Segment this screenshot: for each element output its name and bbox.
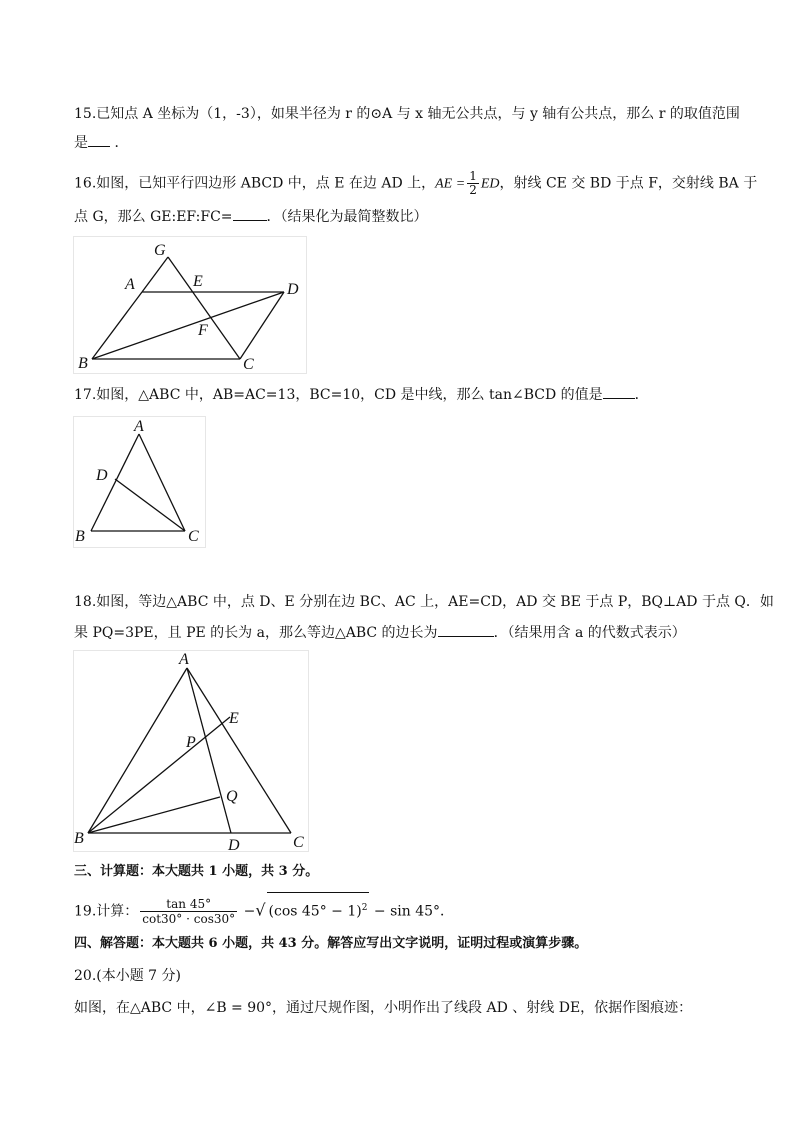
label-d: D bbox=[287, 281, 299, 298]
label-c: C bbox=[243, 356, 254, 373]
q15-line2 bbox=[74, 132, 128, 153]
q19-end: ． bbox=[440, 903, 455, 920]
label-b: B bbox=[74, 830, 84, 847]
q16-text-c: 点 G，那么 GE:EF:FC= bbox=[74, 209, 233, 225]
label-c: C bbox=[188, 528, 199, 545]
q19-prefix: 19.计算： bbox=[74, 903, 139, 920]
q19-sqrt-body bbox=[267, 892, 370, 927]
q15-line1: 15.已知点 A 坐标为（1，-3），如果半径为 r 的⊙A 与 x 轴无公共点，与 y 轴有公共点，那么 r 的取值范围 bbox=[74, 106, 740, 122]
label-f: F bbox=[198, 322, 208, 339]
label-g: G bbox=[154, 242, 166, 259]
q18-figure bbox=[73, 650, 309, 852]
section-3-heading: 三、计算题：本大题共 1 小题，共 3 分。 bbox=[74, 864, 319, 879]
line-dc bbox=[240, 292, 284, 359]
q17-text-a: 17.如图，△ABC 中，AB=AC=13，BC=10，CD 是中线，那么 tan∠BCD 的值是 bbox=[74, 387, 603, 403]
q17-text-b: ． bbox=[634, 387, 649, 403]
sqrt-sign-icon: √ bbox=[255, 900, 266, 920]
label-b: B bbox=[75, 528, 85, 545]
q16-answer-blank bbox=[233, 206, 267, 221]
line-ag bbox=[142, 257, 168, 292]
q18-line1: 18.如图，等边△ABC 中，点 D、E 分别在边 BC、AC 上，AE=CD，AD 交 BE 于点 P，BQ⊥AD 于点 Q．如 bbox=[74, 594, 774, 610]
q16-text-a: 16.如图，已知平行四边形 ABCD 中，点 E 在边 AD 上， bbox=[74, 175, 436, 192]
q16-frac-den: 2 bbox=[469, 183, 477, 197]
q16-frac-num: 1 bbox=[469, 169, 477, 183]
q16-figure bbox=[73, 236, 307, 374]
line-cd bbox=[115, 479, 185, 531]
line-be bbox=[88, 717, 230, 833]
label-a: A bbox=[179, 651, 189, 668]
line-bq bbox=[88, 797, 220, 833]
q19-frac-den: cot30° · cos30° bbox=[142, 912, 236, 927]
parallelogram-diagram bbox=[74, 237, 306, 373]
label-a: A bbox=[134, 418, 144, 435]
line-ac bbox=[187, 668, 291, 833]
line-ac bbox=[139, 434, 185, 531]
q17-answer-blank bbox=[603, 384, 635, 399]
line-ba bbox=[92, 292, 142, 359]
label-e: E bbox=[229, 710, 239, 727]
q15-prefix: 是 bbox=[74, 135, 88, 151]
q18-text-b: ．（结果用含 a 的代数式表示） bbox=[493, 625, 686, 641]
section-4-heading: 四、解答题：本大题共 6 小题，共 43 分。解答应写出文字说明，证明过程或演算步骤。 bbox=[74, 936, 588, 951]
q19-frac-num: tan 45° bbox=[140, 897, 237, 912]
equilateral-triangle-diagram bbox=[74, 651, 308, 851]
q15-answer-blank bbox=[88, 132, 110, 147]
line-ab bbox=[88, 668, 187, 833]
q16-eq-rhs: ED bbox=[480, 176, 500, 192]
q18-text-a: 果 PQ=3PE，且 PE 的长为 a，那么等边△ABC 的边长为 bbox=[74, 625, 438, 641]
label-d: D bbox=[96, 467, 108, 484]
label-a: A bbox=[125, 276, 135, 293]
label-d: D bbox=[228, 837, 240, 851]
label-p: P bbox=[186, 734, 196, 751]
q18-line2 bbox=[74, 622, 686, 643]
q20-text: 如图，在△ABC 中，∠B = 90°，通过尺规作图，小明作出了线段 AD 、射线 DE，依据作图痕迹： bbox=[74, 1000, 693, 1016]
triangle-abc-diagram bbox=[74, 417, 205, 547]
label-q: Q bbox=[226, 788, 238, 805]
q18-answer-blank bbox=[438, 622, 494, 637]
q16-eq-lhs: AE = bbox=[435, 176, 466, 192]
line-gc bbox=[168, 257, 240, 359]
q19-line bbox=[74, 892, 455, 927]
q17-line1 bbox=[74, 384, 649, 405]
q16-line1 bbox=[74, 170, 757, 197]
label-c: C bbox=[293, 834, 304, 851]
label-b: B bbox=[78, 355, 88, 372]
q16-text-d: ．（结果化为最简整数比） bbox=[266, 209, 428, 225]
q16-line2 bbox=[74, 206, 428, 227]
label-e: E bbox=[193, 273, 203, 290]
q19-fraction bbox=[140, 897, 237, 926]
q16-text-b: ，射线 CE 交 BD 于点 F，交射线 BA 于 bbox=[499, 175, 758, 192]
q15-suffix: ． bbox=[114, 135, 129, 151]
line-bd bbox=[92, 292, 284, 359]
q19-minus: − bbox=[243, 903, 256, 920]
q19-tail: − sin 45° bbox=[373, 903, 441, 920]
q20-title: 20.(本小题 7 分) bbox=[74, 968, 181, 984]
q17-figure bbox=[73, 416, 206, 548]
q19-sqrt-expr: (cos 45° − 1) bbox=[268, 903, 362, 920]
q19-square: 2 bbox=[361, 903, 368, 913]
q16-fraction bbox=[467, 170, 479, 197]
